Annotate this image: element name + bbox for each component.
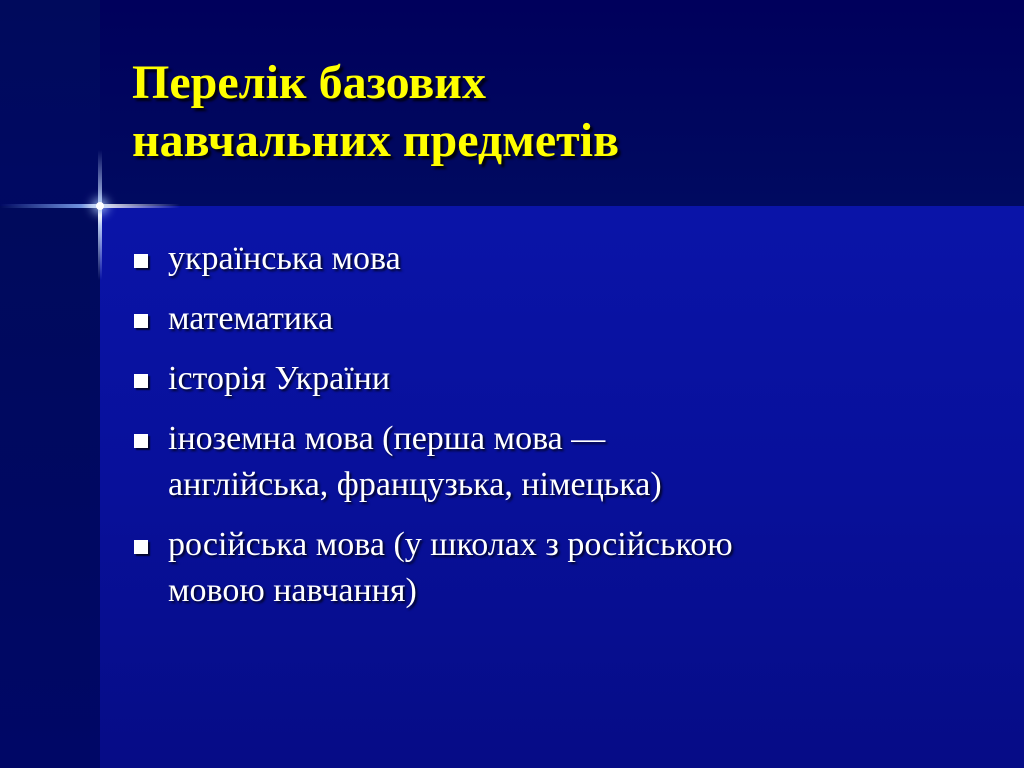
list-item <box>130 236 990 282</box>
list-item-text: математика <box>168 300 334 337</box>
subject-list <box>130 236 990 628</box>
list-item-text: російська мова (у школах з російською <box>168 526 733 563</box>
square-bullet-icon <box>134 374 148 388</box>
list-item-text: іноземна мова (перша мова — <box>168 420 606 457</box>
list-item-text: англійська, французька, німецька) <box>168 466 662 503</box>
list-item-text: українська мова <box>168 240 401 277</box>
square-bullet-icon <box>134 254 148 268</box>
left-band <box>0 206 100 768</box>
list-item <box>130 296 990 342</box>
square-bullet-icon <box>134 540 148 554</box>
list-item <box>130 356 990 402</box>
light-flare-icon <box>96 202 104 210</box>
list-item <box>130 522 990 614</box>
list-item-text: історія України <box>168 360 391 397</box>
light-flare-vertical <box>98 150 102 280</box>
slide-title <box>132 54 992 170</box>
list-item <box>130 416 990 508</box>
slide-title-line: навчальних предметів <box>132 114 620 167</box>
light-flare-horizontal <box>0 204 180 208</box>
slide-title-line: Перелік базових <box>132 56 486 109</box>
square-bullet-icon <box>134 434 148 448</box>
list-item-text: мовою навчання) <box>168 572 417 609</box>
square-bullet-icon <box>134 314 148 328</box>
